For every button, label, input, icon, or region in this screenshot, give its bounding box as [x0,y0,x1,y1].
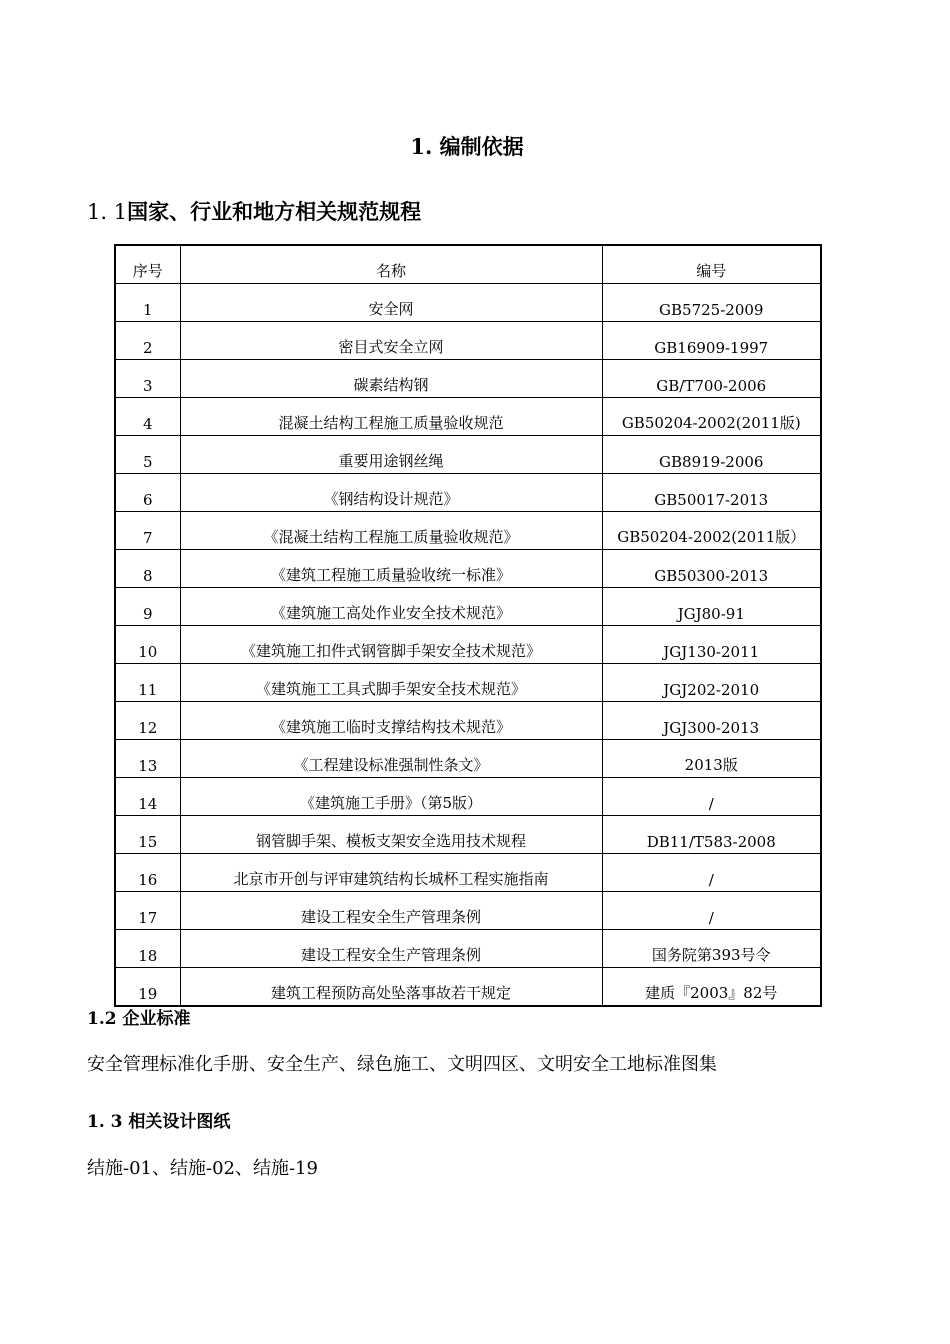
section-heading-1-1 [87,196,421,226]
table-row [115,512,821,550]
table-cell-name: 《建筑施工扣件式钢管脚手架安全技术规范》 [180,626,602,664]
table-cell-code: 国务院第393号令 [602,930,821,968]
table-cell-name: 《建筑施工临时支撑结构技术规范》 [180,702,602,740]
table-cell-index: 2 [115,322,180,360]
table-row [115,626,821,664]
table-cell-index: 12 [115,702,180,740]
table-cell-code: GB5725-2009 [602,284,821,322]
table-cell-code: 2013版 [602,740,821,778]
table-row [115,854,821,892]
table-row [115,550,821,588]
table-cell-name: 《钢结构设计规范》 [180,474,602,512]
table-cell-index: 14 [115,778,180,816]
table-cell-name: 碳素结构钢 [180,360,602,398]
table-cell-name: 建设工程安全生产管理条例 [180,892,602,930]
table-cell-code: GB50017-2013 [602,474,821,512]
table-cell-name: 《建筑施工高处作业安全技术规范》 [180,588,602,626]
table-cell-code: GB/T700-2006 [602,360,821,398]
section-title: 国家、行业和地方相关规范规程 [127,199,422,224]
table-cell-code: JGJ130-2011 [602,626,821,664]
table-cell-index: 19 [115,968,180,1007]
table-row [115,778,821,816]
table-cell-code: / [602,778,821,816]
column-header-code: 编号 [602,245,821,284]
table-cell-name: 密目式安全立网 [180,322,602,360]
table-cell-index: 11 [115,664,180,702]
table-row [115,740,821,778]
table-row [115,588,821,626]
table-cell-index: 10 [115,626,180,664]
table-cell-index: 16 [115,854,180,892]
table-cell-name: 钢管脚手架、模板支架安全选用技术规程 [180,816,602,854]
table-cell-name: 《建筑施工手册》（第5版） [180,778,602,816]
table-cell-code: JGJ80-91 [602,588,821,626]
table-cell-code: GB16909-1997 [602,322,821,360]
table-cell-name: 建设工程安全生产管理条例 [180,930,602,968]
section-1-3-body: 结施-01、结施-02、结施-19 [87,1158,318,1179]
table-cell-index: 1 [115,284,180,322]
table-cell-index: 15 [115,816,180,854]
table-cell-code: GB8919-2006 [602,436,821,474]
table-cell-code: 建质『2003』82号 [602,968,821,1007]
table-cell-index: 18 [115,930,180,968]
column-header-name: 名称 [180,245,602,284]
table-cell-index: 3 [115,360,180,398]
table-cell-index: 4 [115,398,180,436]
table-cell-code: / [602,854,821,892]
table-cell-code: GB50300-2013 [602,550,821,588]
table-row [115,930,821,968]
section-1-2-body: 安全管理标准化手册、安全生产、绿色施工、文明四区、文明安全工地标准图集 [87,1054,717,1075]
table-cell-code: JGJ300-2013 [602,702,821,740]
table-cell-name: 安全网 [180,284,602,322]
section-heading-1-2: 1.2 企业标准 [87,1009,191,1029]
table-cell-code: GB50204-2002(2011版） [602,512,821,550]
table-row [115,892,821,930]
table-cell-name: 《建筑工程施工质量验收统一标准》 [180,550,602,588]
table-body [115,284,821,1007]
table-row [115,284,821,322]
section-heading-1-3: 1. 3 相关设计图纸 [87,1112,231,1132]
table-row [115,360,821,398]
table-cell-code: DB11/T583-2008 [602,816,821,854]
table-cell-code: / [602,892,821,930]
table-cell-index: 8 [115,550,180,588]
table-cell-index: 7 [115,512,180,550]
table-row [115,816,821,854]
table-row [115,322,821,360]
table-cell-name: 《建筑施工工具式脚手架安全技术规范》 [180,664,602,702]
table-header-row [115,245,821,284]
table-row [115,664,821,702]
table-cell-code: GB50204-2002(2011版) [602,398,821,436]
table-cell-name: 重要用途钢丝绳 [180,436,602,474]
table-cell-index: 6 [115,474,180,512]
table-row [115,398,821,436]
document-title: 1. 编制依据 [410,134,524,159]
table-row [115,702,821,740]
table-cell-code: JGJ202-2010 [602,664,821,702]
column-header-index: 序号 [115,245,180,284]
section-number: 1. 1 [87,200,128,224]
table-cell-index: 17 [115,892,180,930]
table-cell-name: 《工程建设标准强制性条文》 [180,740,602,778]
table-cell-name: 混凝土结构工程施工质量验收规范 [180,398,602,436]
standards-table [114,244,822,1007]
table-row [115,968,821,1007]
table-cell-index: 5 [115,436,180,474]
table-cell-name: 建筑工程预防高处坠落事故若干规定 [180,968,602,1007]
table-cell-index: 9 [115,588,180,626]
table-cell-index: 13 [115,740,180,778]
table-cell-name: 《混凝土结构工程施工质量验收规范》 [180,512,602,550]
table-row [115,436,821,474]
table-row [115,474,821,512]
table-cell-name: 北京市开创与评审建筑结构长城杯工程实施指南 [180,854,602,892]
